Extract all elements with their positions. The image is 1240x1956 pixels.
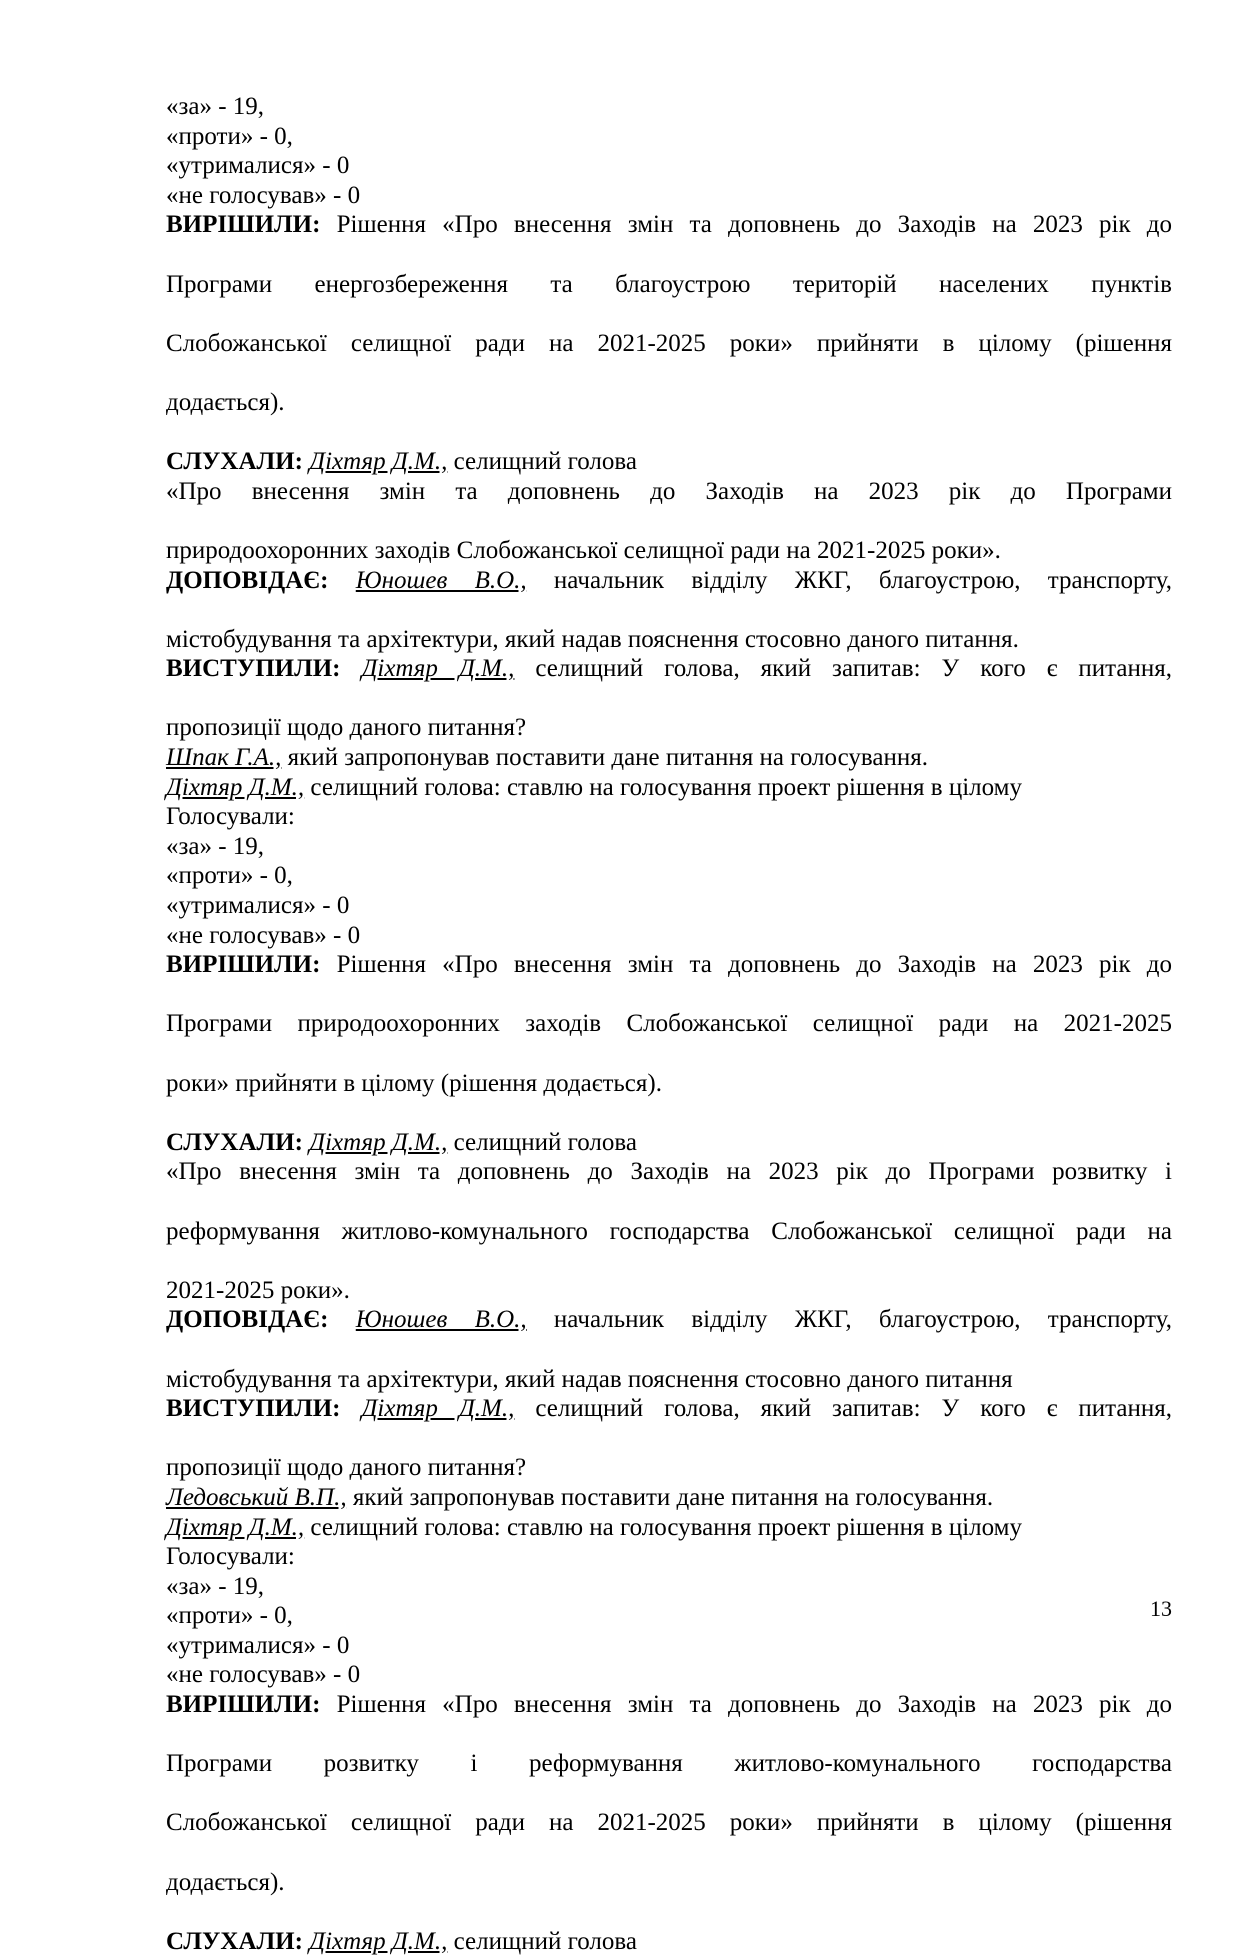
page-content (166, 92, 1172, 1956)
person-name: Юношев В.О., (355, 1306, 527, 1334)
speakers-paragraph (166, 1394, 1172, 1483)
resolution-line: Слобожанської селищної ради на 2021-2025 роки» прийняти в цілому (рішення (166, 329, 1172, 357)
proposal-line (166, 1483, 1172, 1513)
reporter-paragraph (166, 566, 1172, 655)
topic-paragraph (166, 477, 1172, 566)
heard-line (166, 447, 1172, 477)
resolution-line: роки» прийняти в цілому (рішення додається). (166, 1069, 662, 1097)
proposal-text: який запропонував поставити дане питання на голосування. (346, 1483, 994, 1511)
resolution-line (166, 950, 1172, 1009)
speakers-label: ВИСТУПИЛИ: (166, 655, 341, 683)
person-name: Діхтяр Д.М., (361, 655, 515, 683)
person-name: Діхтяр Д.М., (361, 1395, 515, 1423)
resolution-line: додається). (166, 388, 285, 416)
speakers-paragraph (166, 654, 1172, 743)
heard-label: СЛУХАЛИ: (166, 1927, 303, 1955)
put-to-vote-text: селищний голова: ставлю на голосування проект рішення в цілому (304, 773, 1022, 801)
person-name: Діхтяр Д.М., (309, 1128, 448, 1156)
speakers-line: пропозиції щодо даного питання? (166, 714, 527, 742)
vote-abstain: «утрималися» - 0 (166, 152, 350, 180)
resolution-label: ВИРІШИЛИ: (166, 1691, 321, 1719)
proposal-line (166, 743, 1172, 773)
reporter-text: начальник відділу ЖКГ, благоустрою, транспорту, (526, 566, 1172, 594)
proposal-text: який запропонував поставити дане питання на голосування. (281, 744, 928, 772)
put-to-vote-text: селищний голова: ставлю на голосування проект рішення в цілому (304, 1513, 1022, 1541)
person-name: Діхтяр Д.М., (166, 773, 305, 801)
vote-novote: «не голосував» - 0 (166, 921, 361, 949)
speakers-label: ВИСТУПИЛИ: (166, 1395, 341, 1423)
resolution-label: ВИРІШИЛИ: (166, 211, 321, 239)
resolution-line (166, 1690, 1172, 1749)
vote-against: «проти» - 0, (166, 1602, 293, 1630)
person-role: селищний голова (447, 448, 637, 476)
person-name: Діхтяр Д.М., (309, 448, 448, 476)
put-to-vote-line (166, 773, 1172, 803)
vote-for: «за» - 19, (166, 832, 265, 860)
voted-label: Голосували: (166, 1543, 295, 1571)
reporter-line (166, 566, 1172, 625)
resolution-text: Рішення «Про внесення змін та доповнень до Заходів на 2023 рік до (336, 951, 1172, 979)
reporter-label: ДОПОВІДАЄ: (166, 1306, 329, 1334)
person-name: Діхтяр Д.М., (309, 1927, 448, 1955)
resolution-paragraph (166, 950, 1172, 1098)
heard-label: СЛУХАЛИ: (166, 1128, 303, 1156)
put-to-vote-line (166, 1513, 1172, 1543)
resolution-line: Слобожанської селищної ради на 2021-2025 роки» прийняти в цілому (рішення (166, 1809, 1172, 1837)
topic-line: реформування житлово-комунального господарства Слобожанської селищної ради на (166, 1217, 1172, 1245)
resolution-line: додається). (166, 1868, 285, 1896)
topic-line: 2021-2025 роки». (166, 1276, 350, 1304)
speakers-line (166, 654, 1172, 713)
person-name: Юношев В.О., (355, 566, 527, 594)
resolution-line: Програми розвитку і реформування житлово-комунального господарства (166, 1750, 1172, 1778)
topic-line: «Про внесення змін та доповнень до Заходів на 2023 рік до Програми (166, 477, 1172, 505)
reporter-text: начальник відділу ЖКГ, благоустрою, транспорту, (526, 1306, 1172, 1334)
speakers-line (166, 1394, 1172, 1453)
reporter-line: містобудування та архітектури, який надав пояснення стосовно даного питання (166, 1365, 1013, 1393)
reporter-paragraph (166, 1305, 1172, 1394)
voted-label: Голосували: (166, 803, 295, 831)
speakers-line: пропозиції щодо даного питання? (166, 1454, 527, 1482)
person-role: селищний голова (447, 1128, 637, 1156)
resolution-label: ВИРІШИЛИ: (166, 951, 321, 979)
vote-novote: «не голосував» - 0 (166, 181, 361, 209)
topic-paragraph (166, 1157, 1172, 1305)
person-name: Діхтяр Д.М., (166, 1513, 305, 1541)
person-name: Шпак Г.А., (166, 744, 282, 772)
resolution-line: Програми природоохоронних заходів Слобожанської селищної ради на 2021-2025 (166, 1010, 1172, 1038)
vote-for: «за» - 19, (166, 1572, 265, 1600)
resolution-text: Рішення «Про внесення змін та доповнень до Заходів на 2023 рік до (336, 1691, 1172, 1719)
reporter-line (166, 1305, 1172, 1364)
person-name: Ледовський В.П., (166, 1483, 347, 1511)
topic-line: «Про внесення змін та доповнень до Заходів на 2023 рік до Програми розвитку і (166, 1158, 1172, 1186)
heard-label: СЛУХАЛИ: (166, 448, 303, 476)
vote-for: «за» - 19, (166, 93, 265, 120)
vote-abstain: «утрималися» - 0 (166, 892, 350, 920)
resolution-paragraph (166, 1690, 1172, 1897)
reporter-line: містобудування та архітектури, який надав пояснення стосовно даного питання. (166, 625, 1019, 653)
resolution-line: Програми енергозбереження та благоустрою територій населених пунктів (166, 270, 1172, 298)
heard-line (166, 1927, 1172, 1956)
reporter-label: ДОПОВІДАЄ: (166, 566, 329, 594)
vote-against: «проти» - 0, (166, 862, 293, 890)
person-role: селищний голова (447, 1927, 637, 1955)
resolution-paragraph (166, 210, 1172, 417)
resolution-line (166, 210, 1172, 269)
topic-line: природоохоронних заходів Слобожанської селищної ради на 2021-2025 роки». (166, 536, 1001, 564)
heard-line (166, 1128, 1172, 1158)
vote-against: «проти» - 0, (166, 122, 293, 150)
vote-abstain: «утрималися» - 0 (166, 1631, 350, 1659)
page-number: 13 (1150, 1596, 1172, 1621)
vote-novote: «не голосував» - 0 (166, 1661, 361, 1689)
resolution-text: Рішення «Про внесення змін та доповнень до Заходів на 2023 рік до (336, 211, 1172, 239)
speakers-text: селищний голова, який запитав: У кого є питання, (514, 1395, 1172, 1423)
speakers-text: селищний голова, який запитав: У кого є питання, (514, 655, 1172, 683)
